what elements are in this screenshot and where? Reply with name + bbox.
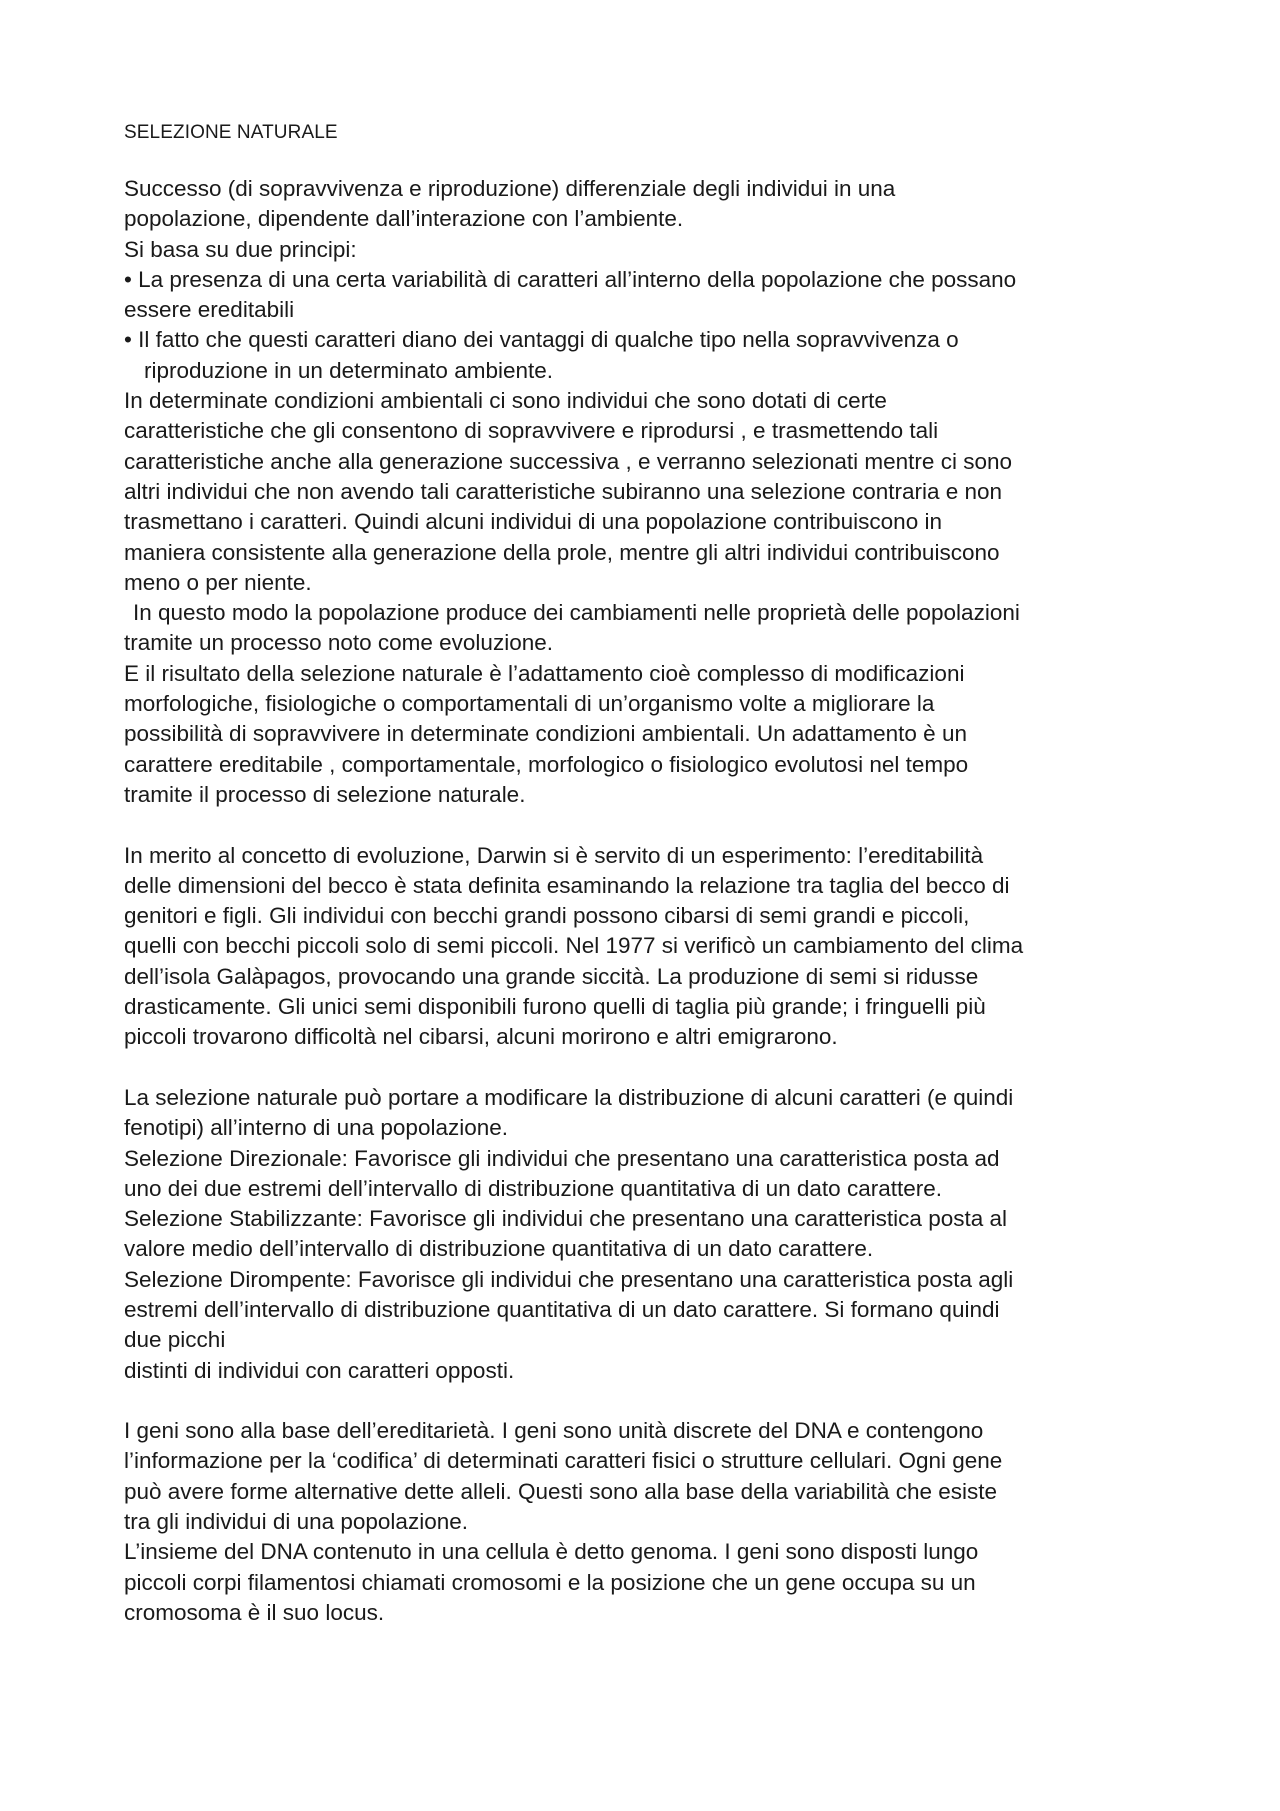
text-line: Selezione Dirompente: Favorisce gli individui che presentano una caratteristica posta agli xyxy=(124,1266,1014,1292)
text-line: fenotipi) all’interno di una popolazione. xyxy=(124,1115,509,1141)
text-line: distinti di individui con caratteri opposti. xyxy=(124,1357,515,1383)
text-line: meno o per niente. xyxy=(124,569,312,595)
text-line: altri individui che non avendo tali caratteristiche subiranno una selezione contraria e non xyxy=(124,478,1003,504)
text-line: estremi dell’intervallo di distribuzione quantitativa di un dato carattere. Si formano quindi xyxy=(124,1296,1000,1322)
text-line: Si basa su due principi: xyxy=(124,236,357,262)
text-line: carattere ereditabile , comportamentale, morfologico o fisiologico evolutosi nel tempo xyxy=(124,751,969,777)
text-line: Selezione Direzionale: Favorisce gli individui che presentano una caratteristica posta ad xyxy=(124,1145,1000,1171)
text-line: dell’isola Galàpagos, provocando una grande siccità. La produzione di semi si ridusse xyxy=(124,963,979,989)
text-line: In merito al concetto di evoluzione, Darwin si è servito di un esperimento: l’ereditabilità xyxy=(124,842,984,868)
text-line: valore medio dell’intervallo di distribuzione quantitativa di un dato carattere. xyxy=(124,1236,874,1262)
text-line: caratteristiche che gli consentono di sopravvivere e riprodursi , e trasmettendo tali xyxy=(124,418,939,444)
text-line: l’informazione per la ‘codifica’ di determinati caratteri fisici o strutture cellulari. Ogni gene xyxy=(124,1448,1003,1474)
text-line: drasticamente. Gli unici semi disponibili furono quelli di taglia più grande; i fringuelli più xyxy=(124,994,986,1020)
paragraph-gap xyxy=(124,1053,1174,1083)
text-line: riproduzione in un determinato ambiente. xyxy=(144,357,553,383)
text-line: tramite un processo noto come evoluzione. xyxy=(124,630,553,656)
text-line: La selezione naturale può portare a modificare la distribuzione di alcuni caratteri (e quindi xyxy=(124,1084,1014,1110)
text-line: E il risultato della selezione naturale è l’adattamento cioè complesso di modificazioni xyxy=(124,660,965,686)
text-line: possibilità di sopravvivere in determinate condizioni ambientali. Un adattamento è un xyxy=(124,721,967,747)
text-line: essere ereditabili xyxy=(124,297,295,323)
document-title: SELEZIONE NATURALE xyxy=(124,122,338,143)
text-line: trasmettano i caratteri. Quindi alcuni individui di una popolazione contribuiscono in xyxy=(124,509,942,535)
text-line: quelli con becchi piccoli solo di semi piccoli. Nel 1977 si verificò un cambiamento del clima xyxy=(124,933,1024,959)
text-line: può avere forme alternative dette alleli. Questi sono alla base della variabilità che esiste xyxy=(124,1478,997,1504)
text-line: L’insieme del DNA contenuto in una cellula è detto genoma. I geni sono disposti lungo xyxy=(124,1539,979,1565)
text-line: genitori e figli. Gli individui con becchi grandi possono cibarsi di semi grandi e piccoli, xyxy=(124,903,970,929)
text-line: uno dei due estremi dell’intervallo di distribuzione quantitativa di un dato carattere. xyxy=(124,1175,942,1201)
paragraph-gap xyxy=(124,1386,1174,1416)
text-line: morfologiche, fisiologiche o comportamentali di un’organismo volte a migliorare la xyxy=(124,691,935,717)
text-line: In questo modo la popolazione produce dei cambiamenti nelle proprietà delle popolazioni xyxy=(133,600,1020,626)
text-line: tramite il processo di selezione naturale. xyxy=(124,781,526,807)
text-line: popolazione, dipendente dall’interazione con l’ambiente. xyxy=(124,206,684,232)
bullet-line: • Il fatto che questi caratteri diano dei vantaggi di qualche tipo nella sopravvivenza o xyxy=(124,327,959,353)
text-line: Selezione Stabilizzante: Favorisce gli individui che presentano una caratteristica posta al xyxy=(124,1206,1007,1232)
text-line: cromosoma è il suo locus. xyxy=(124,1599,385,1625)
text-line: Successo (di sopravvivenza e riproduzione) differenziale degli individui in una xyxy=(124,176,896,201)
text-line: I geni sono alla base dell’ereditarietà. I geni sono unità discrete del DNA e contengono xyxy=(124,1418,984,1444)
paragraph-gap xyxy=(124,810,1174,840)
document-body xyxy=(124,118,1174,1628)
text-line: piccoli trovarono difficoltà nel cibarsi, alcuni morirono e altri emigrarono. xyxy=(124,1024,838,1050)
text-line: maniera consistente alla generazione della prole, mentre gli altri individui contribuiscono xyxy=(124,539,1000,565)
text-line: tra gli individui di una popolazione. xyxy=(124,1509,468,1535)
bullet-line: • La presenza di una certa variabilità di caratteri all’interno della popolazione che possano xyxy=(124,266,1017,292)
text-line: due picchi xyxy=(124,1327,226,1353)
text-line: piccoli corpi filamentosi chiamati cromosomi e la posizione che un gene occupa su un xyxy=(124,1569,976,1595)
text-line: In determinate condizioni ambientali ci sono individui che sono dotati di certe xyxy=(124,388,887,414)
text-line: caratteristiche anche alla generazione successiva , e verranno selezionati mentre ci sono xyxy=(124,448,1012,474)
text-line: delle dimensioni del becco è stata definita esaminando la relazione tra taglia del becco di xyxy=(124,872,1010,898)
